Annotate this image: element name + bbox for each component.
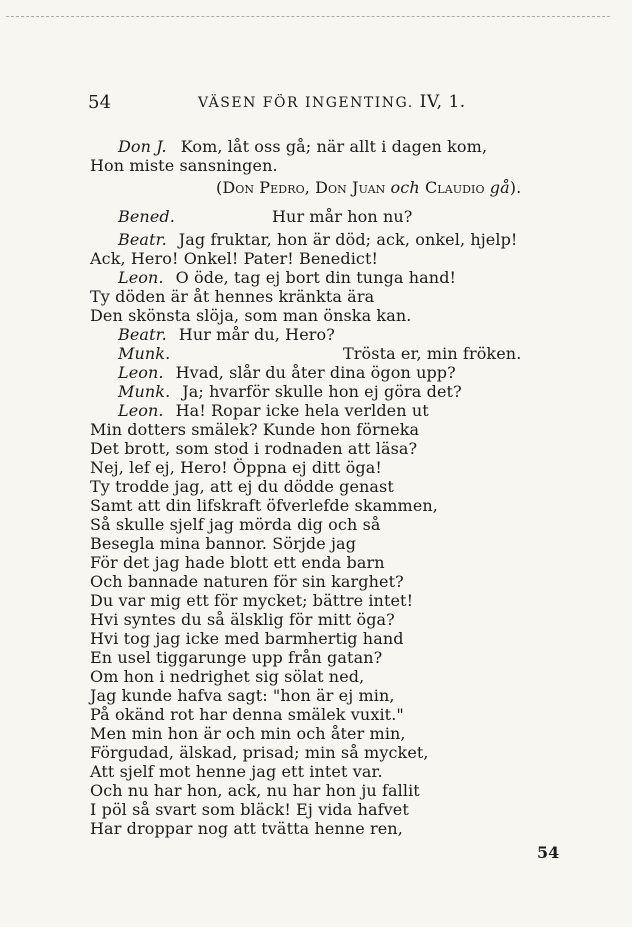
verse-text: Det brott, som stod i rodnaden att läsa? (90, 439, 418, 458)
line-24 (90, 610, 395, 629)
line-10 (118, 344, 170, 363)
verse-text: Besegla mina bannor. Sörjde jag (90, 534, 357, 553)
verse-text: Och nu har hon, ack, nu har hon ju fallit (90, 781, 420, 800)
verse-text: Jag fruktar, hon är död; ack, onkel, hjelp! (178, 230, 518, 249)
verse-text: Ack, Hero! Onkel! Pater! Benedict! (90, 249, 379, 268)
verse-text: Att sjelf mot henne jag ett intet var. (90, 762, 383, 781)
line-23 (90, 591, 413, 610)
line-13 (118, 401, 429, 420)
verse-text: Ha! Ropar icke hela verlden ut (175, 401, 429, 420)
stage-paren: ( (216, 178, 223, 197)
speaker-name: Don J. (118, 137, 167, 156)
verse-text: Den skönsta slöja, som man önska kan. (90, 306, 412, 325)
verse-text: Ty döden är åt hennes kränkta ära (90, 287, 375, 306)
verse-text: Ty trodde jag, att ej du dödde genast (90, 477, 394, 496)
line-15 (90, 439, 417, 458)
line-19 (90, 515, 381, 534)
line-26 (90, 648, 382, 667)
line-17 (90, 477, 394, 496)
verse-text: Hur mår du, Hero? (178, 325, 335, 344)
verse-text: Och bannade naturen för sin karghet? (90, 572, 404, 591)
verse-text: Min dotters smälek? Kunde hon förneka (90, 420, 420, 439)
line-33 (90, 781, 420, 800)
verse-text: Du var mig ett för mycket; bättre intet! (90, 591, 414, 610)
verse-text: Ja; hvarför skulle hon ej göra det? (182, 382, 462, 401)
verse-text: Trösta er, min fröken. (343, 344, 522, 363)
stage-name-don-juan: Don Juan (315, 178, 386, 197)
verse-text: Samt att din lifskraft öfverlefde skammen, (90, 496, 438, 515)
line-5 (90, 249, 378, 268)
verse-text: O öde, tag ej bort din tunga hand! (175, 268, 457, 287)
line-3-text (272, 207, 412, 226)
running-title (198, 92, 466, 112)
speaker-name: Munk. (118, 344, 171, 363)
verse-text: Hvi syntes du så älsklig för mitt öga? (90, 610, 395, 629)
verse-text: Hvi tog jag icke med barmhertig hand (90, 629, 404, 648)
page-number: 54 (88, 92, 112, 113)
line-11 (118, 363, 456, 382)
verse-text: Så skulle sjelf jag mörda dig och så (90, 515, 381, 534)
stage-name-don-pedro: Don Pedro (222, 178, 305, 197)
speaker-name: Beatr. (118, 230, 167, 249)
verse-text: Har droppar nog att tvätta henne ren, (90, 819, 403, 838)
stage-name-claudio: Claudio (424, 178, 485, 197)
running-title-text: VÄSEN FÖR INGENTING. (198, 95, 414, 111)
line-7 (90, 287, 374, 306)
stage-och: och (385, 178, 425, 197)
stage-ga: gå (484, 178, 510, 197)
line-25 (90, 629, 404, 648)
line-20 (90, 534, 356, 553)
line-28 (90, 686, 395, 705)
line-12 (118, 382, 462, 401)
verse-text: Hvad, slår du åter dina ögon upp? (175, 363, 456, 382)
verse-text: Förgudad, älskad, prisad; min så mycket, (90, 743, 429, 762)
verse-text: I pöl så svart som bläck! Ej vida hafvet (90, 800, 409, 819)
line-2 (90, 156, 278, 175)
verse-text: Hon miste sansningen. (90, 156, 278, 175)
line-30 (90, 724, 406, 743)
line-16 (90, 458, 382, 477)
line-4 (118, 230, 517, 249)
line-31 (90, 743, 429, 762)
verse-text: Kom, låt oss gå; när allt i dagen kom, (180, 137, 488, 156)
speaker-name: Leon. (118, 363, 164, 382)
footer-page-number: 54 (537, 843, 560, 862)
verse-text: Hur mår hon nu? (272, 207, 413, 226)
verse-text: På okänd rot har denna smälek vuxit." (90, 705, 404, 724)
stage-direction (216, 178, 521, 197)
speaker-name: Beatr. (118, 325, 167, 344)
line-10-text (343, 344, 521, 363)
stage-close: ). (509, 178, 522, 197)
line-22 (90, 572, 404, 591)
act-scene: IV, 1. (419, 92, 466, 112)
line-34 (90, 800, 409, 819)
line-14 (90, 420, 419, 439)
line-18 (90, 496, 438, 515)
verse-text: Jag kunde hafva sagt: "hon är ej min, (90, 686, 395, 705)
line-27 (90, 667, 364, 686)
line-29 (90, 705, 404, 724)
line-32 (90, 762, 383, 781)
line-3 (118, 207, 175, 226)
speaker-name: Munk. (118, 382, 171, 401)
speaker-name: Leon. (118, 401, 164, 420)
line-6 (118, 268, 456, 287)
top-rule (6, 16, 610, 17)
verse-text: Om hon i nedrighet sig sölat ned, (90, 667, 365, 686)
line-35 (90, 819, 403, 838)
line-8 (90, 306, 411, 325)
verse-text: En usel tiggarunge upp från gatan? (90, 648, 383, 667)
verse-text: Men min hon är och min och åter min, (90, 724, 406, 743)
line-9 (118, 325, 335, 344)
line-1 (118, 137, 487, 156)
verse-text: Nej, lef ej, Hero! Öppna ej ditt öga! (90, 458, 382, 477)
speaker-name: Bened. (118, 207, 175, 226)
verse-text: För det jag hade blott ett enda barn (90, 553, 385, 572)
stage-sep: , (304, 178, 316, 197)
speaker-name: Leon. (118, 268, 164, 287)
line-21 (90, 553, 385, 572)
